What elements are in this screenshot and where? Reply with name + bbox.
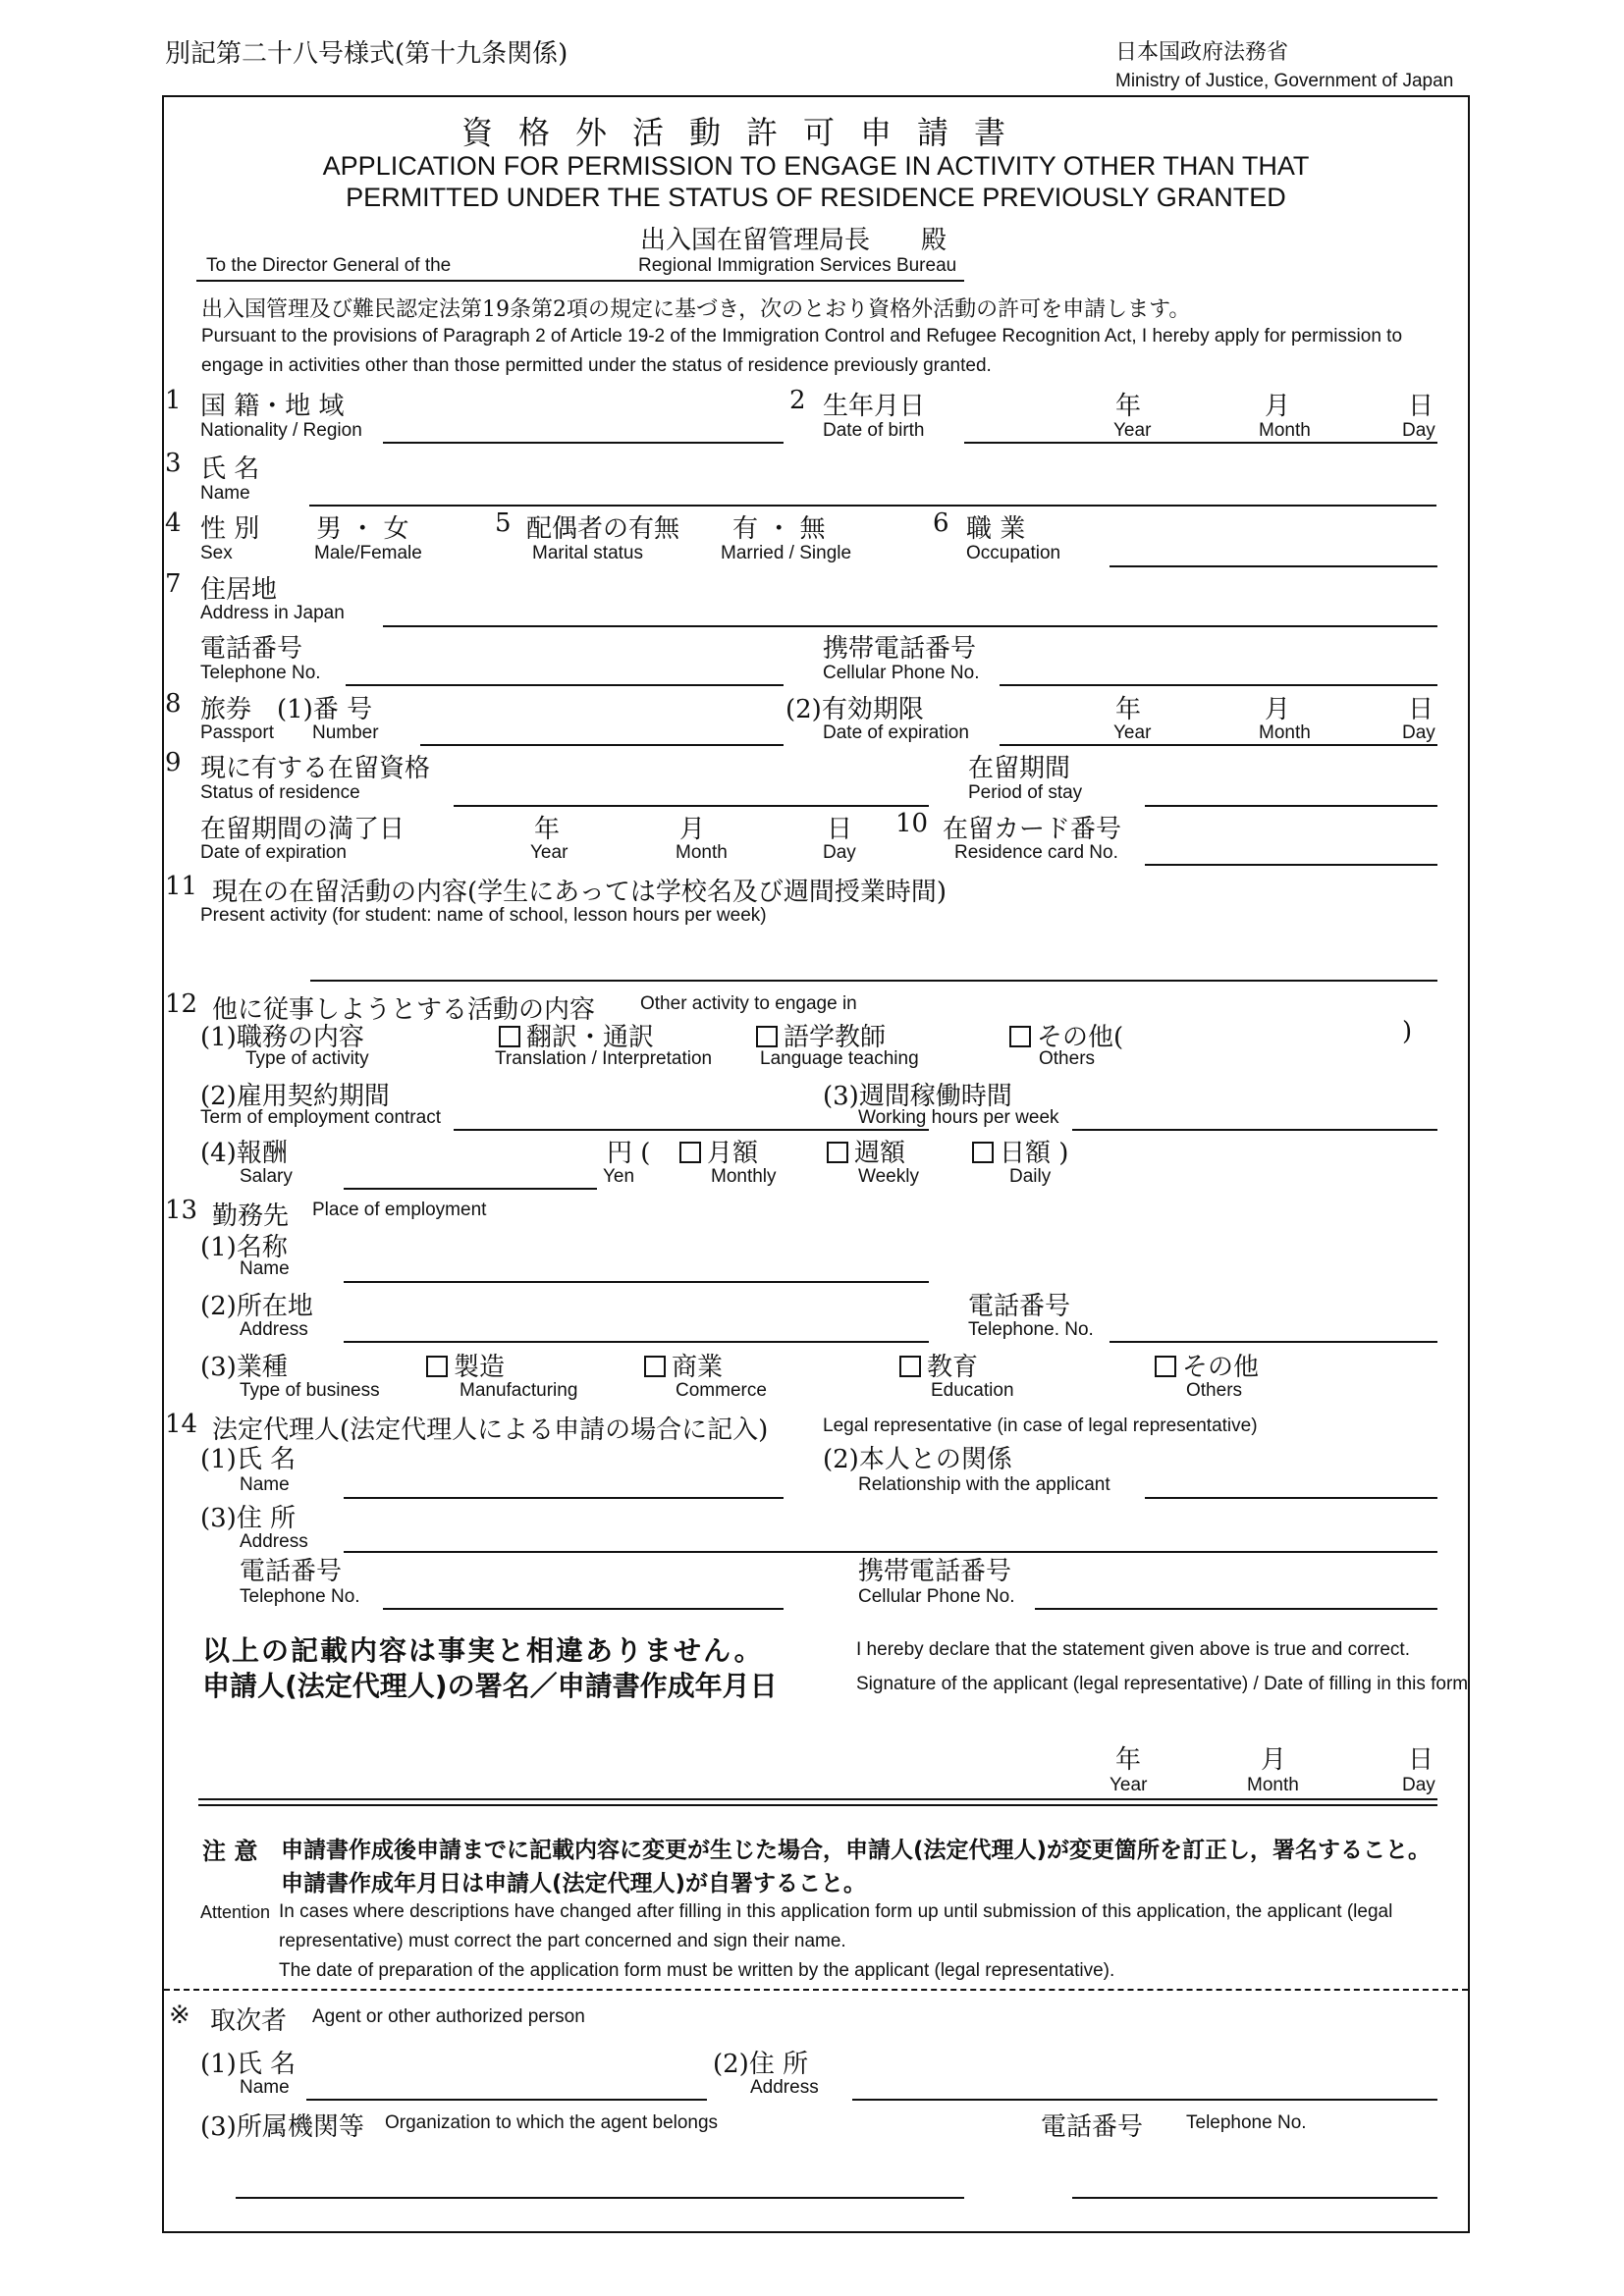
opt-manufacturing[interactable] xyxy=(426,1347,505,1383)
signature-line[interactable] xyxy=(198,1798,1437,1806)
opt-translation-en: Translation / Interpretation xyxy=(495,1048,713,1069)
period-label-jp: 在留期間 xyxy=(968,754,1071,783)
agent-label-jp: 取次者 xyxy=(210,2006,288,2036)
opt-education-label: 教育 xyxy=(927,1353,979,1382)
employer-tel-label-en: Telephone. No. xyxy=(968,1319,1094,1340)
marital-options-jp[interactable]: 有 ・ 無 xyxy=(732,514,826,544)
field-3-label-en: Name xyxy=(200,483,250,504)
passport-day-jp: 日 xyxy=(1408,695,1435,724)
agent-name-field[interactable] xyxy=(306,2099,707,2101)
field-6-num: 6 xyxy=(933,508,949,538)
title-en-line2: PERMITTED UNDER THE STATUS OF RESIDENCE PREVIOUSLY GRANTED xyxy=(346,183,1286,212)
opt-weekly-label: 週額 xyxy=(854,1139,906,1168)
expiry-label-jp: 在留期間の満了日 xyxy=(200,815,406,844)
employer-address-field[interactable] xyxy=(344,1341,929,1343)
expiry-month-jp: 月 xyxy=(679,815,706,844)
present-activity-field[interactable] xyxy=(310,980,1437,982)
opt-others-close: ) xyxy=(1402,1017,1413,1046)
passport-month-jp: 月 xyxy=(1265,695,1291,724)
opt-manufacturing-en: Manufacturing xyxy=(460,1380,578,1401)
occupation-field[interactable] xyxy=(1110,565,1437,567)
passport-year-jp: 年 xyxy=(1115,695,1142,724)
agent-address-label-jp: (2)住 所 xyxy=(713,2050,809,2079)
opt-commerce-label: 商業 xyxy=(672,1353,724,1382)
sign-year-en: Year xyxy=(1110,1775,1148,1795)
checkbox-icon[interactable] xyxy=(499,1026,520,1047)
opt-weekly-en: Weekly xyxy=(858,1166,919,1187)
employer-name-field[interactable] xyxy=(344,1281,929,1283)
ministry-en: Ministry of Justice, Government of Japan xyxy=(1115,71,1454,91)
opt-commerce[interactable] xyxy=(644,1347,723,1383)
field-11-num: 11 xyxy=(165,872,198,901)
field-8-num: 8 xyxy=(165,689,182,719)
checkbox-icon[interactable] xyxy=(1155,1356,1176,1377)
opt-daily-en: Daily xyxy=(1009,1166,1052,1187)
activity-type-label-en: Type of activity xyxy=(245,1048,369,1069)
field-1-label-en: Nationality / Region xyxy=(200,420,362,441)
opt-education[interactable] xyxy=(899,1347,978,1383)
field-6-label-en: Occupation xyxy=(966,543,1061,563)
declaration-jp2: 申請人(法定代理人)の署名／申請書作成年月日 xyxy=(202,1670,778,1702)
birth-year-en: Year xyxy=(1113,420,1152,441)
declaration-jp1: 以上の記載内容は事実と相違ありません。 xyxy=(202,1634,764,1667)
rep-cell-label-jp: 携帯電話番号 xyxy=(858,1557,1012,1586)
business-type-label-en: Type of business xyxy=(240,1380,380,1401)
field-3-num: 3 xyxy=(165,449,182,478)
cellphone-field[interactable] xyxy=(1000,684,1437,686)
opt-others-label: その他( xyxy=(1037,1023,1124,1052)
field-14-label-en: Legal representative (in case of legal representative) xyxy=(823,1415,1258,1436)
rep-relation-label-en: Relationship with the applicant xyxy=(858,1474,1110,1495)
addressee-line xyxy=(196,280,964,282)
opt-translation-label: 翻訳・通訳 xyxy=(526,1023,655,1052)
birth-year-jp: 年 xyxy=(1115,392,1142,421)
salary-label-jp: (4)報酬 xyxy=(200,1139,288,1168)
field-7-label-jp: 住居地 xyxy=(200,575,278,605)
birth-date-field[interactable] xyxy=(964,442,1437,444)
preamble-en-line2: engage in activities other than those permitted under the status of residence previously granted. xyxy=(201,355,992,376)
tel-label-jp: 電話番号 xyxy=(200,634,303,664)
field-5-label-en: Marital status xyxy=(532,543,643,563)
opt-business-others-label: その他 xyxy=(1182,1353,1260,1382)
expiry-label-en: Date of expiration xyxy=(200,842,347,863)
passport-expiry-label-en: Date of expiration xyxy=(823,722,969,743)
agent-name-label-en: Name xyxy=(240,2077,290,2098)
field-11-label-en: Present activity (for student: name of school, lesson hours per week) xyxy=(200,905,767,926)
checkbox-icon[interactable] xyxy=(644,1356,666,1377)
opt-education-en: Education xyxy=(931,1380,1014,1401)
salary-label-en: Salary xyxy=(240,1166,293,1187)
yen-label-en: Yen xyxy=(603,1166,635,1187)
expiry-month-en: Month xyxy=(676,842,728,863)
tel-label-en: Telephone No. xyxy=(200,663,321,683)
birth-month-jp: 月 xyxy=(1265,392,1291,421)
field-4-label-en: Sex xyxy=(200,543,233,563)
passport-expiry-label-jp: (2)有効期限 xyxy=(785,695,924,724)
opt-business-others-en: Others xyxy=(1186,1380,1243,1401)
field-8-label-jp: 旅券 xyxy=(200,695,252,724)
expiry-day-jp: 日 xyxy=(827,815,853,844)
checkbox-icon[interactable] xyxy=(827,1142,848,1163)
field-2-label-jp: 生年月日 xyxy=(823,392,926,421)
opt-commerce-en: Commerce xyxy=(676,1380,767,1401)
passport-number-label-en: Number xyxy=(312,722,379,743)
field-13-label-en: Place of employment xyxy=(312,1200,487,1220)
hours-label-en: Working hours per week xyxy=(858,1107,1059,1128)
cell-label-en: Cellular Phone No. xyxy=(823,663,980,683)
employer-tel-label-jp: 電話番号 xyxy=(968,1292,1071,1321)
opt-others-en: Others xyxy=(1039,1048,1096,1069)
sex-options-en: Male/Female xyxy=(314,543,422,563)
field-14-label-jp: 法定代理人(法定代理人による申請の場合に記入) xyxy=(212,1415,769,1445)
yen-label-jp: 円 ( xyxy=(607,1139,651,1168)
opt-monthly[interactable] xyxy=(679,1133,758,1169)
agent-address-label-en: Address xyxy=(750,2077,819,2098)
employer-name-label-en: Name xyxy=(240,1258,290,1279)
checkbox-icon[interactable] xyxy=(756,1026,778,1047)
employer-address-label-en: Address xyxy=(240,1319,308,1340)
opt-monthly-en: Monthly xyxy=(711,1166,777,1187)
field-3-label-jp: 氏 名 xyxy=(200,454,260,484)
sign-day-jp: 日 xyxy=(1408,1745,1435,1775)
agent-org-label-en: Organization to which the agent belongs xyxy=(385,2112,719,2133)
field-7-num: 7 xyxy=(165,569,182,599)
residence-card-field[interactable] xyxy=(1145,864,1437,866)
checkbox-icon[interactable] xyxy=(1009,1026,1031,1047)
rep-tel-label-jp: 電話番号 xyxy=(240,1557,343,1586)
addressee-jp: 出入国在留管理局長 殿 xyxy=(640,226,947,255)
telephone-field[interactable] xyxy=(346,684,784,686)
birth-day-jp: 日 xyxy=(1408,392,1435,421)
name-field[interactable] xyxy=(309,505,1436,507)
preamble-jp: 出入国管理及び難民認定法第19条第2項の規定に基づき，次のとおり資格外活動の許可を申請します。 xyxy=(201,297,1191,322)
field-13-num: 13 xyxy=(165,1196,198,1225)
preamble-en-line1: Pursuant to the provisions of Paragraph 2 of Article 19-2 of the Immigration Control and Refugee Recognition Act, I hereby apply for permission to xyxy=(201,326,1403,347)
salary-field[interactable] xyxy=(344,1188,597,1190)
sign-day-en: Day xyxy=(1402,1775,1435,1795)
rep-name-field[interactable] xyxy=(344,1497,784,1499)
field-11-label-jp: 現在の在留活動の内容(学生にあっては学校名及び週間授業時間) xyxy=(212,878,947,907)
field-5-label-jp: 配偶者の有無 xyxy=(526,514,680,544)
attention-label-jp: 注 意 xyxy=(202,1838,258,1865)
business-type-label-jp: (3)業種 xyxy=(200,1353,288,1382)
ministry-jp: 日本国政府法務省 xyxy=(1115,40,1289,65)
employer-tel-field[interactable] xyxy=(1110,1341,1437,1343)
birth-month-en: Month xyxy=(1259,420,1311,441)
field-4-label-jp: 性 別 xyxy=(200,514,260,544)
rep-relation-label-jp: (2)本人との関係 xyxy=(823,1445,1012,1474)
agent-org-label-jp: (3)所属機関等 xyxy=(200,2112,364,2142)
opt-manufacturing-label: 製造 xyxy=(454,1353,506,1382)
expiry-day-en: Day xyxy=(823,842,856,863)
marital-options-en: Married / Single xyxy=(721,543,852,563)
expiry-year-jp: 年 xyxy=(534,815,561,844)
attention-en2: representative) must correct the part concerned and sign their name. xyxy=(279,1931,846,1951)
passport-day-en: Day xyxy=(1402,722,1435,743)
attention-jp2: 申請書作成年月日は申請人(法定代理人)が自署すること。 xyxy=(281,1871,867,1896)
hours-label-jp: (3)週間稼働時間 xyxy=(823,1082,1012,1111)
field-4-num: 4 xyxy=(165,508,182,538)
field-10-label-en: Residence card No. xyxy=(954,842,1118,863)
field-10-label-jp: 在留カード番号 xyxy=(943,815,1122,844)
field-6-label-jp: 職 業 xyxy=(966,514,1026,544)
agent-org-field[interactable] xyxy=(236,2197,964,2199)
rep-cell-field[interactable] xyxy=(1035,1608,1437,1610)
expiry-year-en: Year xyxy=(530,842,568,863)
declaration-en2: Signature of the applicant (legal representative) / Date of filling in this form xyxy=(856,1674,1469,1694)
opt-monthly-label: 月額 xyxy=(707,1139,759,1168)
field-5-num: 5 xyxy=(495,508,512,538)
attention-label-en: Attention xyxy=(200,1902,271,1922)
passport-year-en: Year xyxy=(1113,722,1152,743)
employer-address-label-jp: (2)所在地 xyxy=(200,1292,313,1321)
title-en-line1: APPLICATION FOR PERMISSION TO ENGAGE IN ACTIVITY OTHER THAN THAT xyxy=(322,151,1310,181)
field-10-num: 10 xyxy=(895,809,929,838)
field-9-label-en: Status of residence xyxy=(200,782,360,803)
checkbox-icon[interactable] xyxy=(679,1142,701,1163)
addressee-to: To the Director General of the xyxy=(206,255,452,276)
checkbox-icon[interactable] xyxy=(972,1142,994,1163)
rep-cell-label-en: Cellular Phone No. xyxy=(858,1586,1015,1607)
employer-name-label-jp: (1)名称 xyxy=(200,1233,288,1262)
contract-field[interactable] xyxy=(454,1129,929,1131)
passport-number-field[interactable] xyxy=(420,744,784,746)
sex-options-jp[interactable]: 男 ・ 女 xyxy=(316,514,409,544)
agent-address-field[interactable] xyxy=(852,2099,1437,2101)
agent-label-en: Agent or other authorized person xyxy=(312,2006,585,2027)
agent-name-label-jp: (1)氏 名 xyxy=(200,2050,297,2079)
passport-expiry-field[interactable] xyxy=(1000,744,1437,746)
cell-label-jp: 携帯電話番号 xyxy=(823,634,977,664)
rep-address-label-en: Address xyxy=(240,1531,308,1552)
rep-name-label-en: Name xyxy=(240,1474,290,1495)
opt-language-label: 語学教師 xyxy=(784,1023,887,1052)
field-2-label-en: Date of birth xyxy=(823,420,925,441)
field-9-num: 9 xyxy=(165,748,182,777)
status-field[interactable] xyxy=(454,805,929,807)
field-1-label-jp: 国 籍・地 域 xyxy=(200,392,345,421)
rep-relation-field[interactable] xyxy=(1145,1497,1437,1499)
nationality-field[interactable] xyxy=(383,442,784,444)
field-1-num: 1 xyxy=(165,386,182,415)
agent-tel-label-en: Telephone No. xyxy=(1186,2112,1307,2133)
field-13-label-jp: 勤務先 xyxy=(212,1201,290,1231)
opt-daily-label: 日額 ) xyxy=(1000,1139,1069,1168)
opt-language-en: Language teaching xyxy=(760,1048,919,1069)
rep-address-label-jp: (3)住 所 xyxy=(200,1504,297,1533)
contract-label-jp: (2)雇用契約期間 xyxy=(200,1082,390,1111)
activity-type-label-jp: (1)職務の内容 xyxy=(200,1023,364,1052)
section-divider xyxy=(164,1989,1468,1991)
declaration-en1: I hereby declare that the statement given above is true and correct. xyxy=(856,1639,1410,1660)
address-field[interactable] xyxy=(383,625,1437,627)
field-12-num: 12 xyxy=(165,989,198,1019)
field-12-label-jp: 他に従事しようとする活動の内容 xyxy=(212,995,596,1025)
addressee-bureau: Regional Immigration Services Bureau xyxy=(638,255,957,276)
contract-label-en: Term of employment contract xyxy=(200,1107,441,1128)
sign-year-jp: 年 xyxy=(1115,1745,1142,1775)
attention-jp1: 申請書作成後申請までに記載内容に変更が生じた場合，申請人(法定代理人)が変更箇所を訂正し，署名すること。 xyxy=(281,1838,1432,1863)
opt-weekly[interactable] xyxy=(827,1133,905,1169)
sign-month-jp: 月 xyxy=(1261,1745,1287,1775)
attention-en1: In cases where descriptions have changed after filling in this application form up until submission of this application, the applicant (legal xyxy=(279,1901,1393,1922)
field-2-num: 2 xyxy=(789,386,806,415)
agent-mark: ※ xyxy=(169,2001,190,2030)
field-8-label-en: Passport xyxy=(200,722,274,743)
sign-month-en: Month xyxy=(1247,1775,1299,1795)
passport-number-label-jp: (1)番 号 xyxy=(277,695,373,724)
checkbox-icon[interactable] xyxy=(426,1356,448,1377)
field-12-label-en: Other activity to engage in xyxy=(640,993,857,1014)
rep-tel-label-en: Telephone No. xyxy=(240,1586,360,1607)
period-label-en: Period of stay xyxy=(968,782,1083,803)
attention-en3: The date of preparation of the application form must be written by the applicant (legal representative). xyxy=(279,1960,1115,1981)
hours-field[interactable] xyxy=(1072,1129,1437,1131)
passport-month-en: Month xyxy=(1259,722,1311,743)
checkbox-icon[interactable] xyxy=(899,1356,921,1377)
period-field[interactable] xyxy=(1145,805,1437,807)
opt-business-others[interactable] xyxy=(1155,1347,1259,1383)
agent-tel-label-jp: 電話番号 xyxy=(1041,2112,1144,2142)
form-number: 別記第二十八号様式(第十九条関係) xyxy=(165,39,568,69)
field-9-label-jp: 現に有する在留資格 xyxy=(200,754,431,783)
field-14-num: 14 xyxy=(165,1410,198,1439)
rep-name-label-jp: (1)氏 名 xyxy=(200,1445,297,1474)
title-jp: 資格外活動許可申請書 xyxy=(461,114,1032,151)
birth-day-en: Day xyxy=(1402,420,1435,441)
field-7-label-en: Address in Japan xyxy=(200,603,345,623)
opt-daily[interactable] xyxy=(972,1133,1068,1169)
agent-tel-field[interactable] xyxy=(1072,2197,1437,2199)
rep-tel-field[interactable] xyxy=(383,1608,784,1610)
